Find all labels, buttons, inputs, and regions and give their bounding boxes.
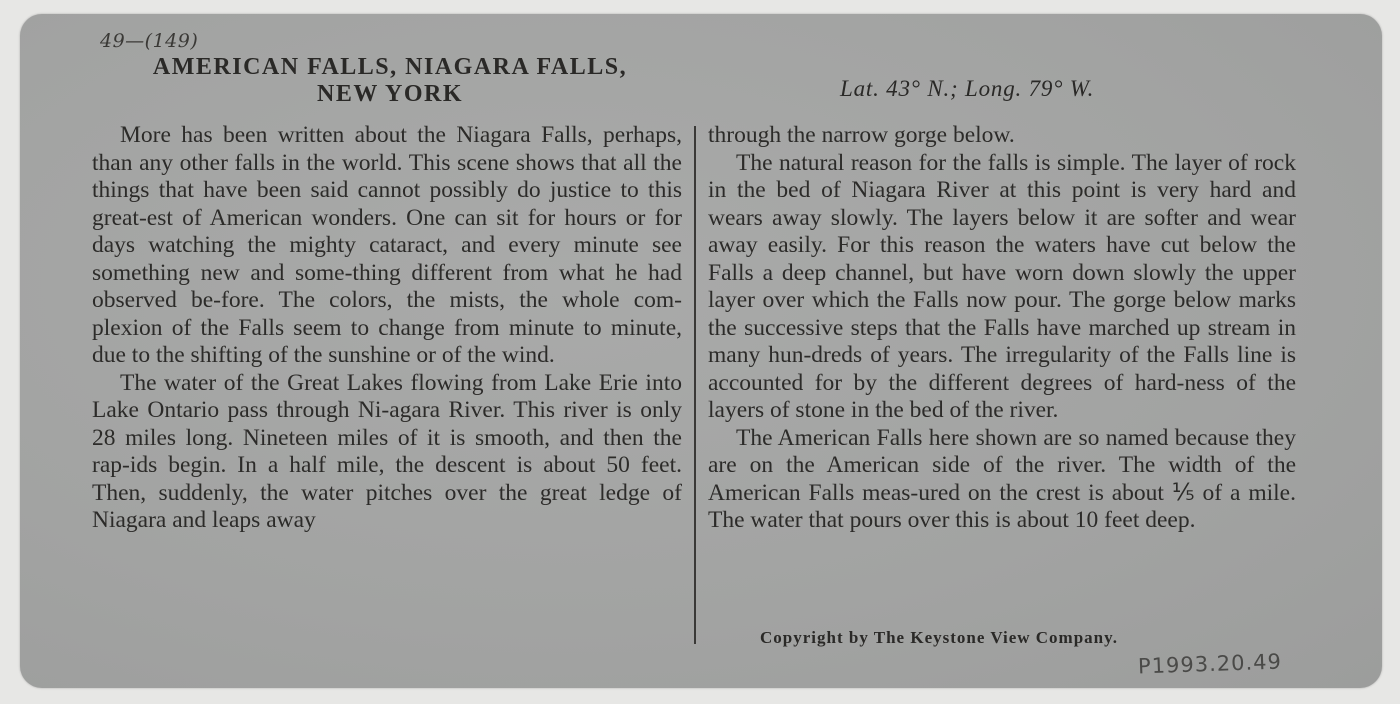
handwritten-catalog-number: 49—(149)	[100, 30, 199, 52]
right-paragraph-continuation: through the narrow gorge below.	[708, 122, 1015, 148]
column-divider	[694, 126, 696, 644]
title-line-1: AMERICAN FALLS, NIAGARA FALLS,	[152, 54, 628, 80]
left-paragraph-1: More has been written about the Niagara Falls, perhaps, than any other falls in the world. This scene shows that all the things that have been said cannot possibly do justice to this great-est of American wonders. One can sit for hours or for days watching the mighty cataract, and every minute see something new and some-thing different from what he had observed be-fore. The colors, the mists, the whole com-plexion of the Falls seem to change from minute to minute, due to the shifting of the sunshine or of the wind.	[92, 122, 682, 368]
coordinates: Lat. 43° N.; Long. 79° W.	[840, 76, 1095, 101]
right-paragraph-2: The American Falls here shown are so named because they are on the American side of the river. The width of the American Falls meas-ured on the crest is about ⅕ of a mile. The water that pours over this is about 10 feet deep.	[708, 424, 1296, 533]
left-text-column	[92, 122, 682, 535]
right-paragraph-1: The natural reason for the falls is simple. The layer of rock in the bed of Niagara River at this point is very hard and wears away slowly. The layers below it are softer and wear away easily. For this reason the waters have cut below the Falls a deep channel, but have worn down slowly the upper layer over which the Falls now pour. The gorge below marks the successive steps that the Falls have marched up stream in many hun-dreds of years. The irregularity of the Falls line is accounted for by the different degrees of hard-ness of the layers of stone in the bed of the river.	[708, 149, 1296, 423]
title-line-2: NEW YORK	[316, 81, 463, 107]
stereograph-card-back	[20, 14, 1382, 688]
right-text-column	[708, 122, 1296, 535]
copyright-line: Copyright by The Keystone View Company.	[760, 628, 1118, 647]
accession-number: P1993.20.49	[1137, 649, 1283, 679]
left-paragraph-2: The water of the Great Lakes flowing from Lake Erie into Lake Ontario pass through Ni-agara River. This river is only 28 miles long. Nineteen miles of it is smooth, and then the rap-ids begin. In a half mile, the descent is about 50 feet. Then, suddenly, the water pitches over the great ledge of Niagara and leaps away	[92, 369, 682, 533]
card-title	[90, 54, 690, 108]
